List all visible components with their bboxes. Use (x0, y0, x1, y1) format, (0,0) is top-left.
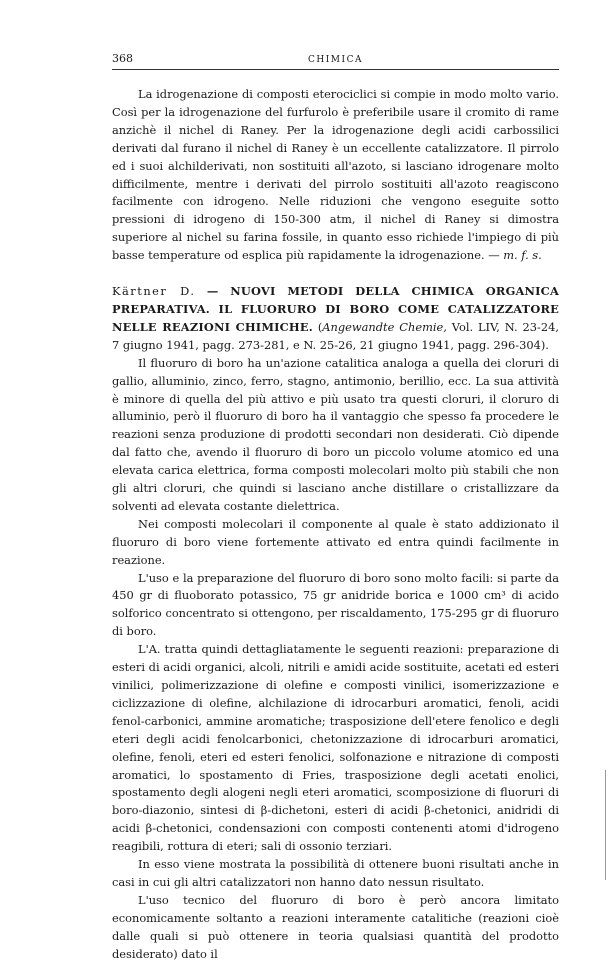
paragraph: In esso viene mostrata la possibilità di ottenere buoni risultati anche in casi in cui gli altri catalizzatori non hanno dato nessun risultato. (112, 857, 559, 889)
paragraph: L'uso tecnico del fluoruro di boro è però ancora limitato economicamente soltanto a reazioni interamente catalitiche (reazioni cioè dalle quali si può ottenere in teoria qualsiasi quantità del prodotto desiderato) dato il (112, 892, 559, 961)
paragraph: L'uso e la preparazione del fluoruro di boro sono molto facili: si parte da 450 gr di fluoborato potassico, 75 gr anidride borica e 1000 cm³ di acido solforico concentrato si ottengono, per riscaldamento, 175-295 gr di fluoruro di boro. (112, 570, 559, 639)
paragraph: L'A. tratta quindi dettagliatamente le seguenti reazioni: preparazione di esteri di acidi organici, alcoli, nitrili e amidi acide sostituite, acetati ed esteri vinilici, polimerizzazione di olefine e composti vinilici, isomerizzazione e ciclizzazione di olefine, alchilazione di idrocarburi aromatici, fenoli, acidi fenol-carbonici, ammine aromatiche; trasposizione dell'etere fenolico e degli eteri degli acidi fenolcarbonici, chetonizzazione di idrocarburi aromatici, olefine, fenoli, eteri ed esteri fenolici, solfonazione e nitrazione di composti aromatici, lo spostamento di Fries, trasposizione degli acetati enolici, spostamento degli alogeni negli eteri aromatici, scomposizione di fluoruri di boro-diazonio, sintesi di β-dichetoni, esteri di acidi β-chetonici, anidridi di acidi β-chetonici, condensazioni con composti contenenti atomi d'idrogeno reagibili, rottura di eteri; sali di ossonio terziari. (112, 642, 559, 854)
paragraph (112, 86, 559, 265)
entry-author: Kärtner D. (112, 284, 196, 299)
reviewer-signature: m. f. s. (503, 248, 542, 263)
header-rule (112, 69, 559, 70)
paragraph: Nei composti molecolari il componente al quale è stato addizionato il fluoruro di boro viene fortemente attivato ed entra quindi facilmente in reazione. (112, 516, 559, 567)
running-head: CHIMICA (308, 55, 363, 65)
scan-edge-line (605, 770, 606, 880)
entry-title: — NUOVI METODI DELLA CHIMICA ORGANICA PREPARATIVA. IL FLUORURO DI BORO COME CATALIZZATORE NELLE REAZIONI CHIMICHE. (112, 284, 559, 334)
page-number: 368 (112, 52, 133, 65)
bibliographic-entry (112, 283, 559, 355)
paragraph-text: La idrogenazione di composti eterociclici si compie in modo molto vario. Così per la idrogenazione del furfurolo è preferibile usare il cromito di rame anzichè il nichel di Raney. Per la idrogenazione degli acidi carbossilici derivati dal furano il nichel di Raney è un eccellente catalizzatore. Il pirrolo ed i suoi alchilderivati, non sostituiti all'azoto, si lasciano idrogenare molto difficilmente, mentre i derivati del pirrolo sostituiti all'azoto reagiscono facilmente con idrogeno. Nelle riduzioni che vengono eseguite sotto pressioni di idrogeno di 150-300 atm, il nichel di Raney si dimostra superiore al nichel su farina fossile, in quanto esso richiede l'impiego di più basse temperature od esplica più rapidamente la idrogenazione. — (112, 87, 559, 263)
entry-ref-open: ( (317, 319, 323, 334)
entry-reference: Vol. LIV, N. 23-24, 7 giugno 1941, pagg. 273-281, e N. 25-26, 21 giugno 1941, pagg. 296-304). (112, 319, 559, 352)
page-body (112, 86, 559, 964)
entry-journal: Angewandte Chemie, (322, 319, 447, 334)
paragraph: Il fluoruro di boro ha un'azione catalitica analoga a quella dei cloruri di gallio, alluminio, zinco, ferro, stagno, antimonio, berillio, ecc. La sua attività è minore di quella del più attivo e più usato tra questi cloruri, il cloruro di alluminio, però il fluoruro di boro ha il vantaggio che spesso fa procedere le reazioni senza produzione di prodotti secondari non desiderati. Ciò dipende dal fatto che, avendo il fluoruro di boro un piccolo volume atomico ed una elevata carica elettrica, forma composti molecolari molto più stabili che non gli altri cloruri, che quindi si lasciano anche distillare o cristallizzare da solventi ad elevata costante dielettrica. (112, 355, 559, 513)
entry-spacer (112, 265, 559, 283)
